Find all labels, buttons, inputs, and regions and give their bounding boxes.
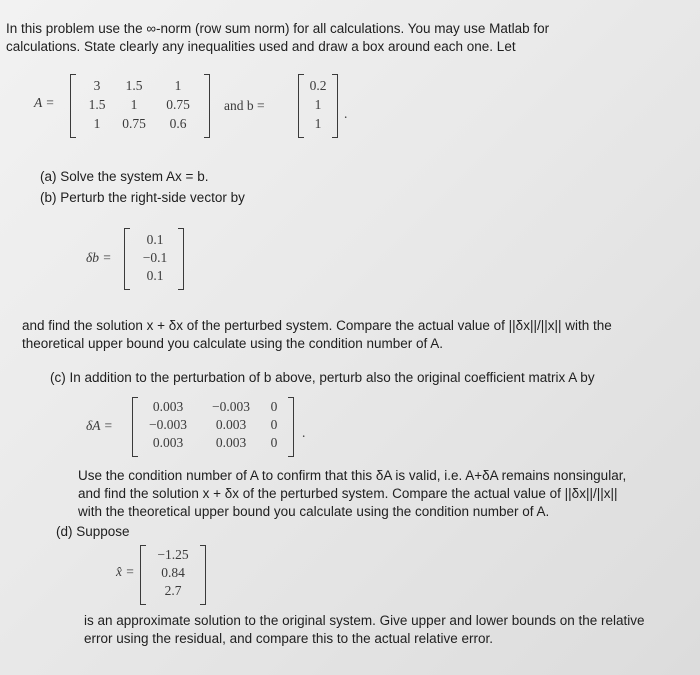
para-c-line-1: Use the condition number of A to confirm that this δA is valid, i.e. A+δA remains nonsingular, [78, 468, 627, 483]
delta-b-cell: 0.1 [146, 232, 164, 247]
part-c: (c) In addition to the perturbation of b above, perturb also the original coefficient matrix A by [50, 370, 595, 385]
x-hat-label: x̂ = [116, 564, 135, 579]
matrix-a-cell: 1.5 [125, 78, 143, 93]
matrix-a-cell: 0.75 [166, 97, 190, 112]
vector-delta-b [124, 228, 184, 290]
part-a: (a) Solve the system Ax = b. [40, 169, 209, 184]
delta-a-label: δA = [86, 418, 113, 433]
vector-b-cell: 0.2 [309, 78, 327, 93]
delta-a-cell: 0.003 [152, 399, 184, 414]
x-hat-cell: −1.25 [157, 547, 189, 562]
delta-a-cell: 0.003 [152, 435, 184, 450]
matrix-a-cell: 0.75 [122, 116, 146, 131]
delta-a-cell: 0.003 [215, 417, 247, 432]
and-b-label: and b = [224, 98, 265, 113]
right-bracket [332, 74, 338, 138]
delta-a-cell: −0.003 [149, 417, 187, 432]
intro-line-1: In this problem use the ∞-norm (row sum norm) for all calculations. You may use Matlab for [6, 21, 550, 36]
para-d-line-2: error using the residual, and compare this to the actual relative error. [84, 631, 493, 646]
matrix-a-cell: 1 [130, 97, 138, 112]
left-bracket [132, 397, 138, 457]
delta-a-cell: 0 [270, 399, 278, 414]
para-b-line-1: and find the solution x + δx of the perturbed system. Compare the actual value of ||δx||/||x|| with the [22, 318, 612, 333]
right-bracket [200, 545, 206, 605]
vector-x-hat [140, 545, 206, 605]
x-hat-cell: 0.84 [161, 565, 185, 580]
delta-a-cell: 0 [270, 435, 278, 450]
delta-a-cell: −0.003 [212, 399, 250, 414]
delta-b-cell: −0.1 [142, 250, 168, 265]
para-c-line-3: with the theoretical upper bound you calculate using the condition number of A. [78, 504, 550, 519]
matrix-a-cell: 3 [93, 78, 101, 93]
delta-b-cell: 0.1 [146, 268, 164, 283]
part-b: (b) Perturb the right-side vector by [40, 190, 245, 205]
matrix-delta-a [132, 397, 294, 457]
matrix-a-cell: 1.5 [88, 97, 106, 112]
right-bracket [288, 397, 294, 457]
delta-b-label: δb = [86, 250, 112, 265]
vector-b-cell: 1 [314, 116, 322, 131]
left-bracket [124, 228, 130, 290]
left-bracket [70, 74, 76, 138]
period: . [302, 425, 306, 440]
matrix-a [70, 74, 210, 138]
right-bracket [178, 228, 184, 290]
matrix-a-cell: 1 [174, 78, 182, 93]
left-bracket [140, 545, 146, 605]
delta-a-cell: 0 [270, 417, 278, 432]
vector-b-cell: 1 [314, 97, 322, 112]
matrix-a-label: A = [34, 95, 55, 110]
delta-a-cell: 0.003 [215, 435, 247, 450]
part-d: (d) Suppose [56, 524, 130, 539]
period: . [344, 106, 348, 121]
vector-b [298, 74, 338, 138]
matrix-a-cell: 0.6 [169, 116, 187, 131]
para-b-line-2: theoretical upper bound you calculate using the condition number of A. [22, 336, 444, 351]
right-bracket [204, 74, 210, 138]
para-c-line-2: and find the solution x + δx of the perturbed system. Compare the actual value of ||δx||/||x|| [78, 486, 618, 501]
x-hat-cell: 2.7 [164, 583, 182, 598]
intro-line-2: calculations. State clearly any inequalities used and draw a box around each one. Let [6, 39, 516, 54]
para-d-line-1: is an approximate solution to the original system. Give upper and lower bounds on the relative [84, 613, 645, 628]
matrix-a-cell: 1 [93, 116, 101, 131]
